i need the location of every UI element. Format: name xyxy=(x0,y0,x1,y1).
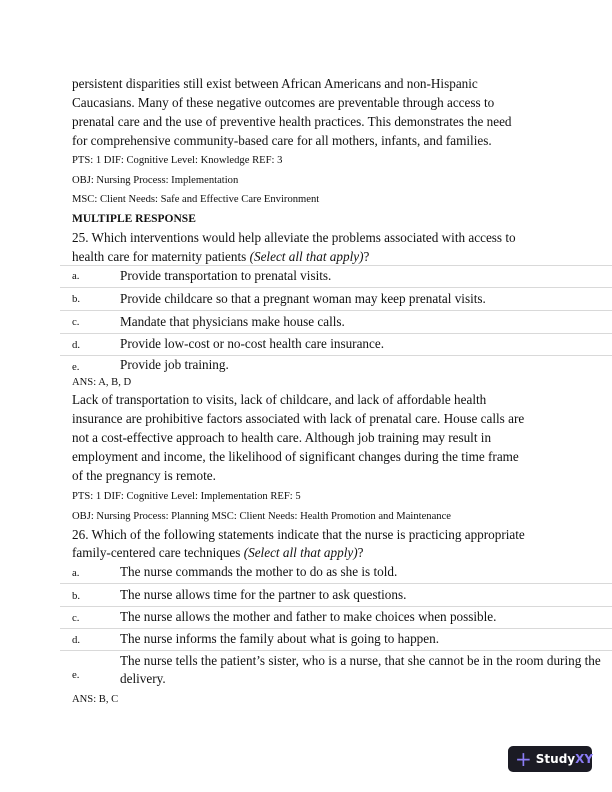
option-text: Provide transportation to prenatal visits. xyxy=(120,268,332,283)
q25-option-c xyxy=(60,311,612,334)
q26-select-all: (Select all that apply) xyxy=(243,545,358,560)
option-label: b. xyxy=(72,590,81,602)
q25-option-e xyxy=(60,356,612,376)
q25-obj: OBJ: Nursing Process: Planning MSC: Client Needs: Health Promotion and Maintenance xyxy=(72,511,451,522)
option-text: Provide job training. xyxy=(120,357,229,372)
q25-stem-end: ? xyxy=(363,249,370,264)
q24-msc: MSC: Client Needs: Safe and Effective Care Environment xyxy=(72,194,320,205)
section-heading: MULTIPLE RESPONSE xyxy=(72,213,196,225)
option-text: The nurse commands the mother to do as she is told. xyxy=(120,564,398,579)
rationale-line: Lack of transportation to visits, lack of childcare, and lack of affordable health xyxy=(72,392,487,407)
option-text-continued: delivery. xyxy=(120,671,166,686)
option-text: The nurse informs the family about what is going to happen. xyxy=(120,631,439,646)
q26-stem-line2 xyxy=(72,545,363,561)
intro-line: persistent disparities still exist between African Americans and non-Hispanic xyxy=(72,76,478,91)
q26-stem-end: ? xyxy=(357,545,364,560)
rationale-line: not a cost-effective approach to health care. Although job training may result in xyxy=(72,430,492,445)
option-text: The nurse allows time for the partner to ask questions. xyxy=(120,587,407,602)
q25-option-a xyxy=(60,265,612,288)
rationale-line: of the pregnancy is remote. xyxy=(72,468,216,483)
q26-option-c xyxy=(60,607,612,629)
option-label: c. xyxy=(72,316,80,328)
option-text: The nurse tells the patient’s sister, who is a nurse, that she cannot be in the room during the xyxy=(120,653,601,668)
q25-option-b xyxy=(60,288,612,311)
q25-answer: ANS: A, B, D xyxy=(72,377,132,388)
option-label: e. xyxy=(72,361,80,373)
option-text: Mandate that physicians make house calls. xyxy=(120,314,345,329)
intro-line: for comprehensive community-based care for all mothers, infants, and families. xyxy=(72,133,492,148)
option-label: e. xyxy=(72,669,80,681)
plus-icon: + xyxy=(515,747,532,771)
q25-stem-line2 xyxy=(72,249,369,265)
q25-select-all: (Select all that apply) xyxy=(249,249,364,264)
q26-answer: ANS: B, C xyxy=(72,694,119,705)
option-label: d. xyxy=(72,634,81,646)
option-text: Provide low-cost or no-cost health care insurance. xyxy=(120,336,385,351)
q26-option-b xyxy=(60,584,612,607)
option-label: d. xyxy=(72,339,81,351)
q26-option-a xyxy=(60,561,612,584)
q26-stem-text: family-centered care techniques xyxy=(72,545,244,560)
intro-line: prenatal care and the use of preventive health practices. This demonstrates the need xyxy=(72,114,512,129)
option-text: The nurse allows the mother and father to make choices when possible. xyxy=(120,609,497,624)
rationale-line: insurance are prohibitive factors associated with lack of prenatal care. House calls are xyxy=(72,411,525,426)
logo-text: Study xyxy=(535,752,576,766)
option-label: a. xyxy=(72,270,80,282)
q24-obj: OBJ: Nursing Process: Implementation xyxy=(72,175,239,186)
intro-line: Caucasians. Many of these negative outcomes are preventable through access to xyxy=(72,95,495,110)
q26-option-d xyxy=(60,629,612,651)
q26-option-e xyxy=(60,651,612,691)
studyxy-logo[interactable] xyxy=(508,746,592,772)
q25-option-d xyxy=(60,334,612,356)
q24-pts: PTS: 1 DIF: Cognitive Level: Knowledge REF: 3 xyxy=(72,155,283,166)
q25-stem: 25. Which interventions would help alleviate the problems associated with access to xyxy=(72,230,516,245)
q25-stem-text: health care for maternity patients xyxy=(72,249,250,264)
q25-pts: PTS: 1 DIF: Cognitive Level: Implementation REF: 5 xyxy=(72,491,301,502)
option-label: c. xyxy=(72,612,80,624)
q26-stem: 26. Which of the following statements indicate that the nurse is practicing appropriate xyxy=(72,527,525,542)
option-label: b. xyxy=(72,293,81,305)
option-label: a. xyxy=(72,567,80,579)
rationale-line: employment and income, the likelihood of significant changes during the time frame xyxy=(72,449,519,464)
logo-text-accent: XY xyxy=(575,752,594,766)
option-text: Provide childcare so that a pregnant woman may keep prenatal visits. xyxy=(120,291,486,306)
